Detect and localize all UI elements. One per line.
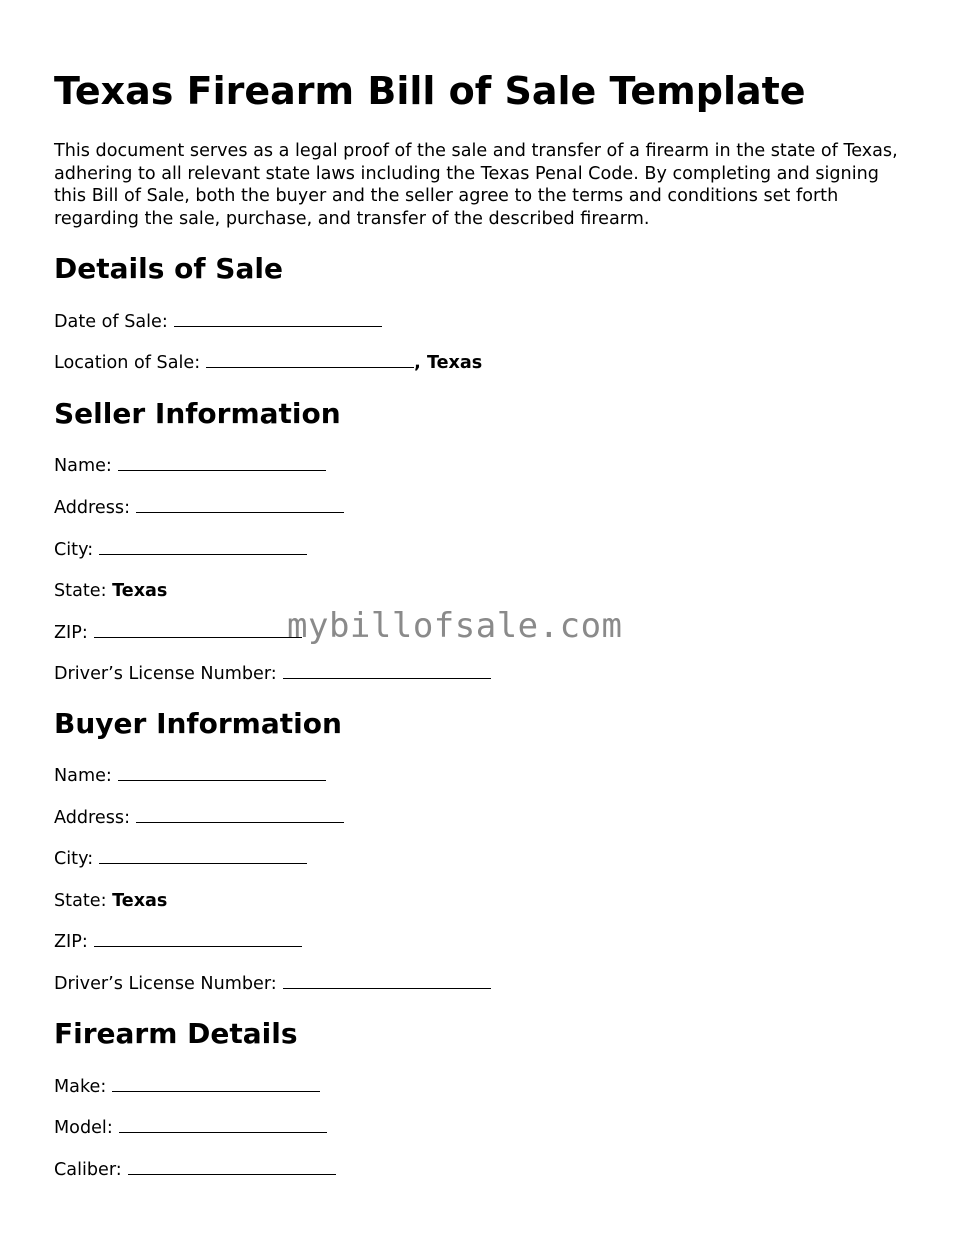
seller-city-field — [54, 539, 307, 561]
seller-name-field — [54, 455, 326, 477]
watermark: mybillofsale.com — [287, 606, 623, 646]
firearm-make-label: Make: — [54, 1077, 107, 1097]
intro-paragraph: This document serves as a legal proof of the sale and transfer of a firearm in the state of Texas, adhering to all relevant state laws including the Texas Penal Code. By completing and signing this Bill of Sale, both the buyer and the seller agree to the terms and conditions set forth regarding the sale, purchase, and transfer of the described firearm. — [54, 141, 898, 229]
buyer-information-heading: Buyer Information — [54, 707, 342, 740]
firearm-model-label: Model: — [54, 1118, 113, 1138]
buyer-city-field — [54, 848, 307, 870]
firearm-make-field — [54, 1076, 320, 1098]
buyer-state-field — [54, 890, 167, 912]
firearm-model-blank[interactable] — [119, 1117, 327, 1133]
location-of-sale-label: Location of Sale: — [54, 353, 201, 373]
seller-zip-blank[interactable] — [94, 622, 302, 638]
location-of-sale-suffix: , Texas — [414, 353, 483, 373]
seller-license-blank[interactable] — [283, 663, 491, 679]
seller-state-field — [54, 580, 167, 602]
buyer-address-field — [54, 807, 344, 829]
buyer-license-label: Driver’s License Number: — [54, 974, 277, 994]
buyer-city-label: City: — [54, 849, 94, 869]
date-of-sale-label: Date of Sale: — [54, 312, 168, 332]
buyer-name-field — [54, 765, 326, 787]
buyer-name-label: Name: — [54, 766, 112, 786]
seller-state-value: Texas — [112, 581, 168, 601]
location-of-sale-blank[interactable] — [206, 352, 414, 368]
firearm-caliber-blank[interactable] — [128, 1159, 336, 1175]
seller-address-label: Address: — [54, 498, 130, 518]
seller-address-field — [54, 497, 344, 519]
seller-information-heading: Seller Information — [54, 397, 341, 430]
seller-name-blank[interactable] — [118, 455, 326, 471]
firearm-model-field — [54, 1117, 327, 1139]
document-title: Texas Firearm Bill of Sale Template — [54, 69, 806, 113]
firearm-details-heading: Firearm Details — [54, 1017, 298, 1050]
seller-name-label: Name: — [54, 456, 112, 476]
buyer-zip-field — [54, 931, 302, 953]
buyer-state-value: Texas — [112, 891, 168, 911]
date-of-sale-field — [54, 311, 382, 333]
seller-city-blank[interactable] — [99, 539, 307, 555]
seller-license-label: Driver’s License Number: — [54, 664, 277, 684]
buyer-name-blank[interactable] — [118, 765, 326, 781]
firearm-make-blank[interactable] — [112, 1076, 320, 1092]
buyer-zip-blank[interactable] — [94, 931, 302, 947]
details-of-sale-heading: Details of Sale — [54, 252, 283, 285]
firearm-caliber-label: Caliber: — [54, 1160, 122, 1180]
firearm-caliber-field — [54, 1159, 336, 1181]
buyer-state-label: State: — [54, 891, 107, 911]
seller-state-label: State: — [54, 581, 107, 601]
buyer-address-blank[interactable] — [136, 807, 344, 823]
buyer-city-blank[interactable] — [99, 848, 307, 864]
buyer-zip-label: ZIP: — [54, 932, 88, 952]
seller-city-label: City: — [54, 540, 94, 560]
buyer-license-field — [54, 973, 491, 995]
seller-zip-label: ZIP: — [54, 623, 88, 643]
date-of-sale-blank[interactable] — [174, 311, 382, 327]
seller-address-blank[interactable] — [136, 497, 344, 513]
location-of-sale-field — [54, 352, 482, 374]
buyer-address-label: Address: — [54, 808, 130, 828]
seller-zip-field — [54, 622, 302, 644]
buyer-license-blank[interactable] — [283, 973, 491, 989]
seller-license-field — [54, 663, 491, 685]
